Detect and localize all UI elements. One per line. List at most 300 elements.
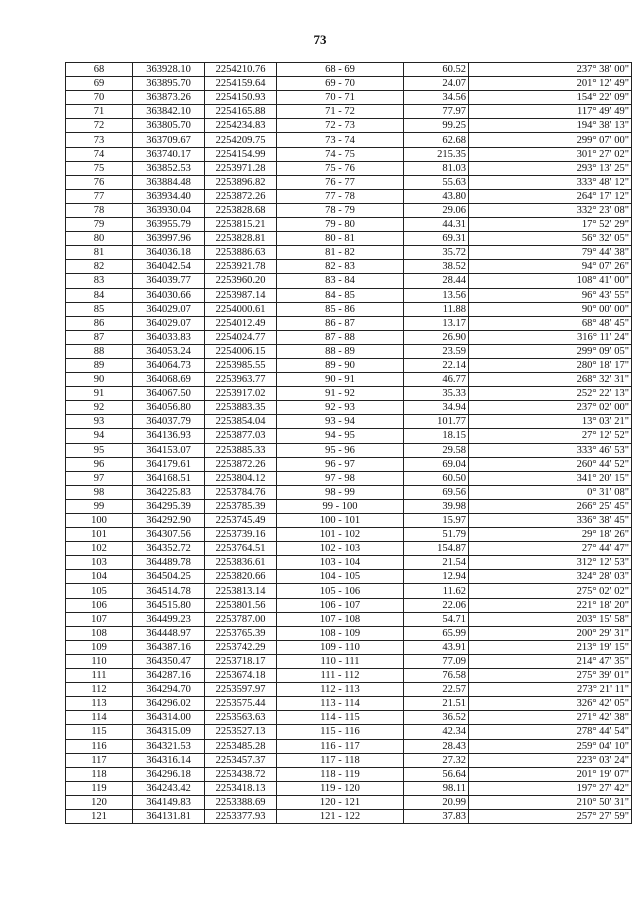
length-cell: 36.52 [404, 711, 469, 725]
bearing-cell: 96° 43' 55" [469, 288, 632, 302]
x-coordinate-cell: 364153.07 [133, 443, 205, 457]
table-row [66, 443, 632, 457]
x-coordinate-cell: 364292.90 [133, 514, 205, 528]
segment-cell: 101 - 102 [277, 528, 404, 542]
y-coordinate-cell: 2253813.14 [205, 584, 277, 598]
x-coordinate-cell: 364149.83 [133, 795, 205, 809]
point-number-cell: 79 [66, 218, 133, 232]
length-cell: 34.94 [404, 401, 469, 415]
y-coordinate-cell: 2254165.88 [205, 105, 277, 119]
segment-cell: 68 - 69 [277, 63, 404, 77]
length-cell: 11.88 [404, 302, 469, 316]
length-cell: 21.54 [404, 556, 469, 570]
y-coordinate-cell: 2253971.28 [205, 161, 277, 175]
point-number-cell: 102 [66, 542, 133, 556]
bearing-cell: 280° 18' 17" [469, 358, 632, 372]
point-number-cell: 80 [66, 232, 133, 246]
y-coordinate-cell: 2253739.16 [205, 528, 277, 542]
segment-cell: 75 - 76 [277, 161, 404, 175]
x-coordinate-cell: 363997.96 [133, 232, 205, 246]
x-coordinate-cell: 363930.04 [133, 203, 205, 217]
point-number-cell: 114 [66, 711, 133, 725]
x-coordinate-cell: 363852.53 [133, 161, 205, 175]
point-number-cell: 115 [66, 725, 133, 739]
segment-cell: 108 - 109 [277, 626, 404, 640]
segment-cell: 119 - 120 [277, 781, 404, 795]
y-coordinate-cell: 2253745.49 [205, 514, 277, 528]
table-row [66, 471, 632, 485]
point-number-cell: 74 [66, 147, 133, 161]
y-coordinate-cell: 2253815.21 [205, 218, 277, 232]
segment-cell: 69 - 70 [277, 77, 404, 91]
segment-cell: 90 - 91 [277, 373, 404, 387]
point-number-cell: 105 [66, 584, 133, 598]
segment-cell: 102 - 103 [277, 542, 404, 556]
length-cell: 23.59 [404, 344, 469, 358]
bearing-cell: 201° 12' 49" [469, 77, 632, 91]
table-row [66, 485, 632, 499]
y-coordinate-cell: 2253418.13 [205, 781, 277, 795]
x-coordinate-cell: 363740.17 [133, 147, 205, 161]
table-row [66, 457, 632, 471]
point-number-cell: 111 [66, 669, 133, 683]
table-row [66, 133, 632, 147]
x-coordinate-cell: 364321.53 [133, 739, 205, 753]
segment-cell: 111 - 112 [277, 669, 404, 683]
x-coordinate-cell: 364515.80 [133, 598, 205, 612]
point-number-cell: 69 [66, 77, 133, 91]
y-coordinate-cell: 2254000.61 [205, 302, 277, 316]
point-number-cell: 95 [66, 443, 133, 457]
y-coordinate-cell: 2253960.20 [205, 274, 277, 288]
point-number-cell: 89 [66, 358, 133, 372]
length-cell: 69.31 [404, 232, 469, 246]
x-coordinate-cell: 364243.42 [133, 781, 205, 795]
point-number-cell: 93 [66, 415, 133, 429]
y-coordinate-cell: 2253674.18 [205, 669, 277, 683]
y-coordinate-cell: 2253963.77 [205, 373, 277, 387]
segment-cell: 106 - 107 [277, 598, 404, 612]
page-number: 73 [313, 32, 327, 47]
table-row [66, 358, 632, 372]
table-row [66, 203, 632, 217]
length-cell: 76.58 [404, 669, 469, 683]
bearing-cell: 333° 46' 53" [469, 443, 632, 457]
segment-cell: 91 - 92 [277, 387, 404, 401]
x-coordinate-cell: 364499.23 [133, 612, 205, 626]
segment-cell: 117 - 118 [277, 753, 404, 767]
point-number-cell: 106 [66, 598, 133, 612]
x-coordinate-cell: 364448.97 [133, 626, 205, 640]
point-number-cell: 103 [66, 556, 133, 570]
table-row [66, 795, 632, 809]
x-coordinate-cell: 364033.83 [133, 330, 205, 344]
length-cell: 20.99 [404, 795, 469, 809]
y-coordinate-cell: 2254024.77 [205, 330, 277, 344]
bearing-cell: 268° 32' 31" [469, 373, 632, 387]
bearing-cell: 68° 48' 45" [469, 316, 632, 330]
bearing-cell: 221° 18' 20" [469, 598, 632, 612]
point-number-cell: 99 [66, 499, 133, 513]
y-coordinate-cell: 2253597.97 [205, 683, 277, 697]
table-row [66, 767, 632, 781]
x-coordinate-cell: 364036.18 [133, 246, 205, 260]
bearing-cell: 154° 22' 09" [469, 91, 632, 105]
x-coordinate-cell: 364287.16 [133, 669, 205, 683]
x-coordinate-cell: 364029.07 [133, 302, 205, 316]
table-row [66, 429, 632, 443]
table-row [66, 147, 632, 161]
y-coordinate-cell: 2253804.12 [205, 471, 277, 485]
segment-cell: 84 - 85 [277, 288, 404, 302]
table-row [66, 725, 632, 739]
table-row [66, 584, 632, 598]
y-coordinate-cell: 2253872.26 [205, 457, 277, 471]
y-coordinate-cell: 2254159.64 [205, 77, 277, 91]
y-coordinate-cell: 2253854.04 [205, 415, 277, 429]
length-cell: 21.51 [404, 697, 469, 711]
y-coordinate-cell: 2253885.33 [205, 443, 277, 457]
x-coordinate-cell: 364387.16 [133, 640, 205, 654]
table-row [66, 683, 632, 697]
length-cell: 98.11 [404, 781, 469, 795]
segment-cell: 116 - 117 [277, 739, 404, 753]
segment-cell: 97 - 98 [277, 471, 404, 485]
bearing-cell: 13° 03' 21" [469, 415, 632, 429]
bearing-cell: 301° 27' 02" [469, 147, 632, 161]
x-coordinate-cell: 364037.79 [133, 415, 205, 429]
segment-cell: 113 - 114 [277, 697, 404, 711]
x-coordinate-cell: 364029.07 [133, 316, 205, 330]
coordinates-table-body [66, 63, 632, 824]
x-coordinate-cell: 363895.70 [133, 77, 205, 91]
x-coordinate-cell: 364068.69 [133, 373, 205, 387]
segment-cell: 121 - 122 [277, 809, 404, 823]
table-row [66, 105, 632, 119]
x-coordinate-cell: 364295.39 [133, 499, 205, 513]
point-number-cell: 84 [66, 288, 133, 302]
x-coordinate-cell: 363842.10 [133, 105, 205, 119]
point-number-cell: 70 [66, 91, 133, 105]
table-row [66, 330, 632, 344]
x-coordinate-cell: 364179.61 [133, 457, 205, 471]
length-cell: 55.63 [404, 175, 469, 189]
bearing-cell: 264° 17' 12" [469, 189, 632, 203]
point-number-cell: 85 [66, 302, 133, 316]
y-coordinate-cell: 2253872.26 [205, 189, 277, 203]
point-number-cell: 94 [66, 429, 133, 443]
bearing-cell: 197° 27' 42" [469, 781, 632, 795]
segment-cell: 76 - 77 [277, 175, 404, 189]
x-coordinate-cell: 364136.93 [133, 429, 205, 443]
y-coordinate-cell: 2253828.81 [205, 232, 277, 246]
bearing-cell: 260° 44' 52" [469, 457, 632, 471]
bearing-cell: 332° 23' 08" [469, 203, 632, 217]
segment-cell: 118 - 119 [277, 767, 404, 781]
y-coordinate-cell: 2253575.44 [205, 697, 277, 711]
point-number-cell: 100 [66, 514, 133, 528]
coordinates-table [65, 62, 632, 824]
length-cell: 35.33 [404, 387, 469, 401]
table-row [66, 669, 632, 683]
table-row [66, 302, 632, 316]
y-coordinate-cell: 2253527.13 [205, 725, 277, 739]
x-coordinate-cell: 363884.48 [133, 175, 205, 189]
segment-cell: 86 - 87 [277, 316, 404, 330]
x-coordinate-cell: 364064.73 [133, 358, 205, 372]
table-row [66, 612, 632, 626]
table-row [66, 809, 632, 823]
point-number-cell: 109 [66, 640, 133, 654]
point-number-cell: 73 [66, 133, 133, 147]
bearing-cell: 333° 48' 12" [469, 175, 632, 189]
bearing-cell: 299° 09' 05" [469, 344, 632, 358]
bearing-cell: 336° 38' 45" [469, 514, 632, 528]
y-coordinate-cell: 2253877.03 [205, 429, 277, 443]
y-coordinate-cell: 2253921.78 [205, 260, 277, 274]
table-row [66, 598, 632, 612]
length-cell: 69.56 [404, 485, 469, 499]
point-number-cell: 118 [66, 767, 133, 781]
length-cell: 12.94 [404, 570, 469, 584]
length-cell: 22.57 [404, 683, 469, 697]
table-row [66, 528, 632, 542]
bearing-cell: 278° 44' 54" [469, 725, 632, 739]
point-number-cell: 112 [66, 683, 133, 697]
table-row [66, 373, 632, 387]
segment-cell: 93 - 94 [277, 415, 404, 429]
y-coordinate-cell: 2253987.14 [205, 288, 277, 302]
x-coordinate-cell: 363709.67 [133, 133, 205, 147]
table-row [66, 570, 632, 584]
table-row [66, 753, 632, 767]
segment-cell: 96 - 97 [277, 457, 404, 471]
point-number-cell: 120 [66, 795, 133, 809]
length-cell: 13.56 [404, 288, 469, 302]
length-cell: 65.99 [404, 626, 469, 640]
length-cell: 51.79 [404, 528, 469, 542]
x-coordinate-cell: 364514.78 [133, 584, 205, 598]
point-number-cell: 108 [66, 626, 133, 640]
segment-cell: 112 - 113 [277, 683, 404, 697]
length-cell: 43.91 [404, 640, 469, 654]
length-cell: 39.98 [404, 499, 469, 513]
segment-cell: 82 - 83 [277, 260, 404, 274]
length-cell: 27.32 [404, 753, 469, 767]
bearing-cell: 237° 38' 00" [469, 63, 632, 77]
segment-cell: 88 - 89 [277, 344, 404, 358]
length-cell: 34.56 [404, 91, 469, 105]
y-coordinate-cell: 2253985.55 [205, 358, 277, 372]
x-coordinate-cell: 364296.02 [133, 697, 205, 711]
y-coordinate-cell: 2253917.02 [205, 387, 277, 401]
table-row [66, 218, 632, 232]
bearing-cell: 324° 28' 03" [469, 570, 632, 584]
length-cell: 54.71 [404, 612, 469, 626]
y-coordinate-cell: 2253820.66 [205, 570, 277, 584]
y-coordinate-cell: 2254210.76 [205, 63, 277, 77]
x-coordinate-cell: 364056.80 [133, 401, 205, 415]
point-number-cell: 107 [66, 612, 133, 626]
segment-cell: 114 - 115 [277, 711, 404, 725]
segment-cell: 107 - 108 [277, 612, 404, 626]
table-row [66, 260, 632, 274]
y-coordinate-cell: 2253787.00 [205, 612, 277, 626]
segment-cell: 85 - 86 [277, 302, 404, 316]
y-coordinate-cell: 2253438.72 [205, 767, 277, 781]
bearing-cell: 29° 18' 26" [469, 528, 632, 542]
segment-cell: 99 - 100 [277, 499, 404, 513]
point-number-cell: 104 [66, 570, 133, 584]
point-number-cell: 72 [66, 119, 133, 133]
y-coordinate-cell: 2253718.17 [205, 654, 277, 668]
length-cell: 101.77 [404, 415, 469, 429]
table-row [66, 711, 632, 725]
y-coordinate-cell: 2253883.35 [205, 401, 277, 415]
y-coordinate-cell: 2253801.56 [205, 598, 277, 612]
length-cell: 77.97 [404, 105, 469, 119]
x-coordinate-cell: 364315.09 [133, 725, 205, 739]
bearing-cell: 266° 25' 45" [469, 499, 632, 513]
length-cell: 24.07 [404, 77, 469, 91]
y-coordinate-cell: 2254006.15 [205, 344, 277, 358]
bearing-cell: 271° 42' 38" [469, 711, 632, 725]
segment-cell: 115 - 116 [277, 725, 404, 739]
x-coordinate-cell: 364352.72 [133, 542, 205, 556]
table-row [66, 119, 632, 133]
length-cell: 43.80 [404, 189, 469, 203]
y-coordinate-cell: 2254012.49 [205, 316, 277, 330]
y-coordinate-cell: 2253765.39 [205, 626, 277, 640]
point-number-cell: 116 [66, 739, 133, 753]
point-number-cell: 110 [66, 654, 133, 668]
y-coordinate-cell: 2254154.99 [205, 147, 277, 161]
point-number-cell: 76 [66, 175, 133, 189]
bearing-cell: 108° 41' 00" [469, 274, 632, 288]
x-coordinate-cell: 364131.81 [133, 809, 205, 823]
segment-cell: 110 - 111 [277, 654, 404, 668]
bearing-cell: 27° 12' 52" [469, 429, 632, 443]
x-coordinate-cell: 364067.50 [133, 387, 205, 401]
table-row [66, 63, 632, 77]
table-row [66, 189, 632, 203]
bearing-cell: 275° 02' 02" [469, 584, 632, 598]
bearing-cell: 293° 13' 25" [469, 161, 632, 175]
point-number-cell: 88 [66, 344, 133, 358]
segment-cell: 104 - 105 [277, 570, 404, 584]
bearing-cell: 257° 27' 59" [469, 809, 632, 823]
length-cell: 60.52 [404, 63, 469, 77]
length-cell: 81.03 [404, 161, 469, 175]
bearing-cell: 316° 11' 24" [469, 330, 632, 344]
table-row [66, 556, 632, 570]
segment-cell: 71 - 72 [277, 105, 404, 119]
y-coordinate-cell: 2253785.39 [205, 499, 277, 513]
y-coordinate-cell: 2253742.29 [205, 640, 277, 654]
x-coordinate-cell: 364030.66 [133, 288, 205, 302]
x-coordinate-cell: 363928.10 [133, 63, 205, 77]
bearing-cell: 90° 00' 00" [469, 302, 632, 316]
segment-cell: 87 - 88 [277, 330, 404, 344]
segment-cell: 73 - 74 [277, 133, 404, 147]
table-row [66, 175, 632, 189]
bearing-cell: 299° 07' 00" [469, 133, 632, 147]
x-coordinate-cell: 364314.00 [133, 711, 205, 725]
x-coordinate-cell: 364350.47 [133, 654, 205, 668]
point-number-cell: 82 [66, 260, 133, 274]
table-row [66, 344, 632, 358]
bearing-cell: 237° 02' 00" [469, 401, 632, 415]
x-coordinate-cell: 364296.18 [133, 767, 205, 781]
length-cell: 69.04 [404, 457, 469, 471]
point-number-cell: 87 [66, 330, 133, 344]
length-cell: 77.09 [404, 654, 469, 668]
table-row [66, 232, 632, 246]
table-row [66, 415, 632, 429]
segment-cell: 81 - 82 [277, 246, 404, 260]
table-row [66, 499, 632, 513]
table-row [66, 739, 632, 753]
x-coordinate-cell: 364294.70 [133, 683, 205, 697]
length-cell: 154.87 [404, 542, 469, 556]
x-coordinate-cell: 363955.79 [133, 218, 205, 232]
length-cell: 29.58 [404, 443, 469, 457]
bearing-cell: 252° 22' 13" [469, 387, 632, 401]
segment-cell: 105 - 106 [277, 584, 404, 598]
length-cell: 37.83 [404, 809, 469, 823]
table-row [66, 246, 632, 260]
table-row [66, 697, 632, 711]
point-number-cell: 113 [66, 697, 133, 711]
bearing-cell: 326° 42' 05" [469, 697, 632, 711]
y-coordinate-cell: 2253377.93 [205, 809, 277, 823]
point-number-cell: 77 [66, 189, 133, 203]
bearing-cell: 312° 12' 53" [469, 556, 632, 570]
bearing-cell: 259° 04' 10" [469, 739, 632, 753]
point-number-cell: 78 [66, 203, 133, 217]
segment-cell: 70 - 71 [277, 91, 404, 105]
length-cell: 44.31 [404, 218, 469, 232]
table-row [66, 781, 632, 795]
x-coordinate-cell: 364039.77 [133, 274, 205, 288]
x-coordinate-cell: 364504.25 [133, 570, 205, 584]
point-number-cell: 96 [66, 457, 133, 471]
length-cell: 99.25 [404, 119, 469, 133]
y-coordinate-cell: 2253457.37 [205, 753, 277, 767]
bearing-cell: 341° 20' 15" [469, 471, 632, 485]
table-row [66, 542, 632, 556]
bearing-cell: 194° 38' 13" [469, 119, 632, 133]
length-cell: 22.14 [404, 358, 469, 372]
length-cell: 35.72 [404, 246, 469, 260]
point-number-cell: 119 [66, 781, 133, 795]
length-cell: 56.64 [404, 767, 469, 781]
segment-cell: 109 - 110 [277, 640, 404, 654]
y-coordinate-cell: 2253388.69 [205, 795, 277, 809]
bearing-cell: 27° 44' 47" [469, 542, 632, 556]
segment-cell: 103 - 104 [277, 556, 404, 570]
table-row [66, 640, 632, 654]
bearing-cell: 94° 07' 26" [469, 260, 632, 274]
segment-cell: 95 - 96 [277, 443, 404, 457]
point-number-cell: 92 [66, 401, 133, 415]
bearing-cell: 0° 31' 08" [469, 485, 632, 499]
point-number-cell: 117 [66, 753, 133, 767]
x-coordinate-cell: 363805.70 [133, 119, 205, 133]
bearing-cell: 223° 03' 24" [469, 753, 632, 767]
table-row [66, 161, 632, 175]
length-cell: 11.62 [404, 584, 469, 598]
